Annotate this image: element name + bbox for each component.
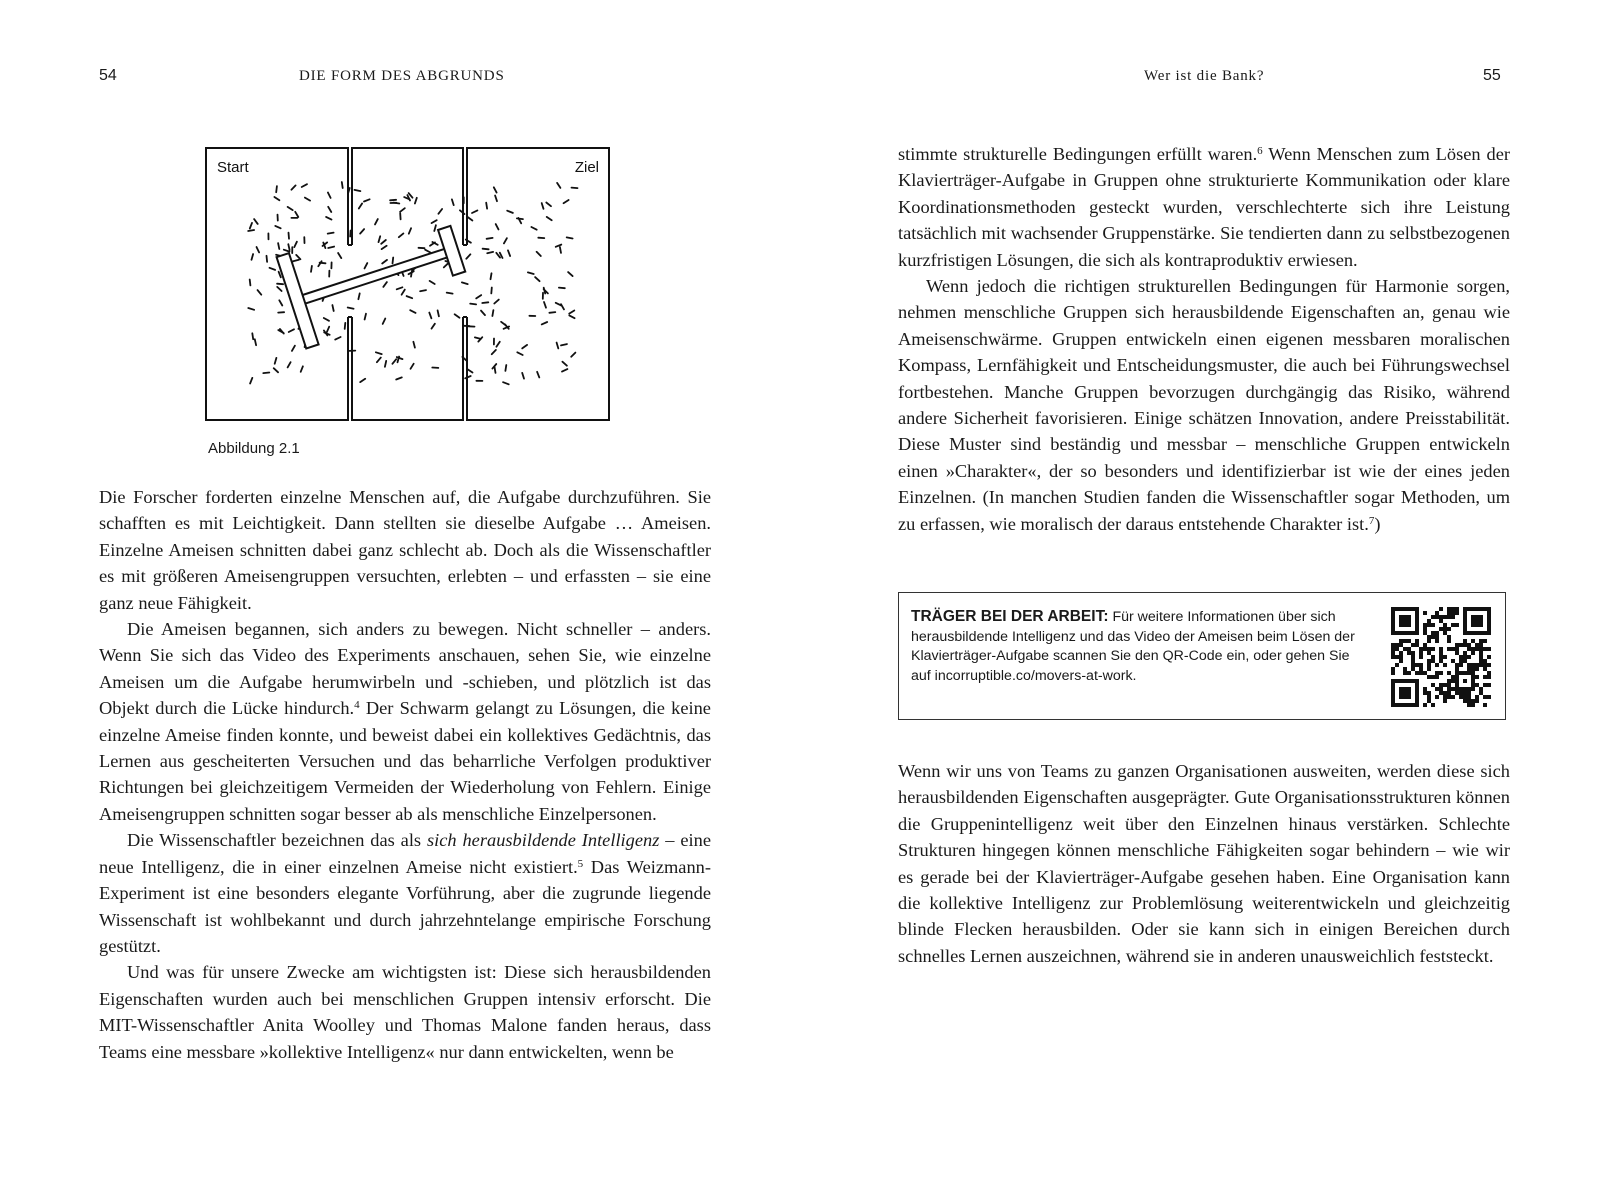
ant-mark [342,182,343,188]
ant-mark [494,187,497,192]
page-number-left: 54 [99,67,117,84]
ant-mark [288,207,293,210]
ant-mark [567,237,573,238]
ant-mark [360,229,364,234]
ant-mark [452,199,454,205]
ant-mark [507,211,513,213]
ant-mark [320,263,326,264]
ant-mark [365,263,368,268]
ant-mark [288,244,289,250]
ant-mark [305,198,310,201]
ant-mark [491,273,492,279]
ant-mark [430,281,435,284]
ant-mark [415,198,417,204]
ant-mark [411,364,414,369]
ant-mark [495,367,496,373]
ant-mark [277,287,281,291]
qr-code-graphic [1391,607,1491,707]
ant-mark [409,228,411,234]
ant-mark [504,238,507,243]
ant-mark [537,252,541,256]
ant-mark [328,207,331,212]
ant-mark [360,379,365,382]
maze-label-end: Ziel [574,159,599,176]
ant-mark [495,196,497,202]
ant-mark [279,272,281,278]
running-head-left: DIE FORM DES ABGRUNDS [299,68,505,84]
ant-mark [250,280,251,286]
ant-mark [411,271,412,277]
ant-mark [491,288,492,294]
ant-mark [410,310,415,313]
ant-mark [487,252,493,253]
ant-mark [254,219,258,224]
right-body-text-top [898,141,1510,537]
ant-mark [420,290,426,291]
ant-mark [568,272,573,276]
paragraph: Wenn wir uns von Teams zu ganzen Organisationen ausweiten, werden diese sich herausbildenden Eigenschaften ausgeprägter. Gute Organisationsstrukturen können die Gruppenintelligenz weit über den Einzelnen hinaus verstärken. Schlechte Strukturen hingegen können menschliche Fähigkeiten sogar behindern – wie wir es gerade bei der Klavierträger-Aufgabe gesehen haben. Eine Organisation kann die kollektive Intelligenz zur Problemlösung weiterentwickeln und gleichzeitig blinde Flecken herausbilden. Oder sie kann sich in einigen Bereichen durch schnelles Lernen auszeichnen, während sie in anderen unausweichlich feststeckt. [898,761,1510,966]
ant-mark [390,200,396,201]
ant-mark [376,352,382,354]
ant-mark [432,220,437,223]
ant-mark [328,247,334,248]
ant-mark [358,293,359,299]
ant-mark [364,199,370,201]
ant-mark [571,353,575,357]
ant-mark [326,217,331,220]
ant-mark [483,249,489,250]
ant-mark [468,217,473,221]
ant-mark [557,183,560,188]
ant-mark [486,203,487,209]
ant-mark [274,197,279,200]
running-head-right: Wer ist die Bank? [1144,68,1265,84]
footnote-ref: 4 [354,699,360,712]
ant-mark [547,217,552,220]
ant-mark [274,368,278,372]
figure-ant-maze [205,145,625,435]
paragraph: Die Forscher forderten einzelne Menschen auf, die Aufgabe durchzuführen. Sie schafften es mit Leichtigkeit. Dann stellten sie dieselbe Aufgabe … Ameisen. Einzelne Ameisen schnitten dabei ganz schlecht ab. Doch als die Wissenschaftler es mit größeren Ameisengruppen versuchten, erlebten – und erfassten – sie eine ganz neue Fähigkeit. [99,487,711,613]
ant-mark [537,372,539,378]
ant-mark [531,227,536,230]
ant-mark [544,302,546,308]
ant-mark [338,253,341,258]
ant-mark [278,243,279,249]
ant-mark [294,242,297,247]
ant-mark [508,250,510,256]
ant-mark [535,277,540,281]
ant-mark [472,210,477,213]
ant-mark [289,329,294,332]
ant-mark [348,308,354,309]
paragraph: Und was für unsere Zwecke am wichtigsten ist: Diese sich herausbildenden Eigenschaften wurden auch bei menschlichen Gruppen intensiv erforscht. Die MIT-Wissenschaftler Anita Woolley und Thomas Malone fanden heraus, dass Teams eine messbare »kollektive Intelligenz« nur dann entwickelten, wenn be [99,962,711,1062]
ant-mark [296,255,300,259]
ant-mark [392,359,396,364]
ant-mark [382,260,387,264]
ant-mark [429,313,431,319]
ant-mark [379,236,381,242]
ant-mark [275,358,277,364]
ant-mark [482,302,488,303]
ant-mark [402,290,405,295]
ant-mark [355,190,361,191]
ant-mark [569,315,574,318]
ant-mark [276,186,277,192]
ant-mark [413,342,415,348]
ant-mark [425,250,430,253]
emphasis-term: sich herausbildende Intelligenz [426,830,660,851]
ant-mark [517,352,522,355]
ant-mark [528,272,534,274]
maze-diagram [205,145,625,430]
ant-mark [248,308,254,310]
ant-mark [492,350,496,354]
ant-mark [248,230,254,231]
ant-mark [295,212,298,217]
ant-mark [252,333,253,339]
ant-mark [397,287,403,289]
right-body-text-bottom [898,758,1510,969]
page-number-right: 55 [1483,67,1501,84]
ant-mark [562,369,567,372]
ant-mark [292,346,295,351]
ant-mark [301,366,303,372]
callout-body: Für weitere Informationen über sich herausbildende Intelligenz und das Video der Ameisen beim Lösen der Klavierträger-Aufgabe scannen Sie den QR-Code ein, oder gehen Sie auf incorruptible.co/movers-at-work. [911,609,1355,684]
ant-mark [432,324,435,329]
ant-mark [561,344,567,345]
ant-mark [335,337,340,340]
ant-mark [291,185,295,189]
ant-mark [447,293,453,294]
ant-mark [257,247,260,252]
ant-mark [359,204,362,209]
ant-mark [279,300,282,305]
figure-caption: Abbildung 2.1 [208,440,300,457]
ant-mark [564,200,569,203]
ant-mark [572,188,578,189]
ant-mark [557,343,559,349]
ant-mark [267,256,268,262]
maze-chamber-end [467,148,609,420]
paragraph: stimmte strukturelle Bedingungen erfüllt waren.$^6$ Wenn Menschen zum Lösen der Klavierträger-Aufgabe in Gruppen ohne strukturierte Kommunikation oder klare Koordinationsmethoden gesteckt wurden, verschlechterte sich ihre Leistung tatsächlich mit wachsender Gruppenstärke. Sie tendierten dann zu selbstbezogenen kurzfristigen Lösungen, die sich als kontraproduktiv erwiesen. [898,144,1510,270]
ant-mark [293,260,299,262]
ant-mark [546,203,551,207]
ant-mark [345,323,346,329]
footnote-ref: 7 [1368,514,1375,527]
ant-mark [434,225,436,231]
ant-mark [481,311,485,316]
ant-mark [289,233,290,239]
ant-mark [377,358,381,363]
ant-mark [258,290,262,295]
ant-mark [468,369,473,372]
ant-mark [328,193,331,198]
ant-mark [494,300,499,304]
ant-mark [556,303,561,306]
ant-mark [385,361,386,367]
footnote-ref: 5 [577,857,584,870]
ant-mark [393,258,394,264]
paragraph: Die Wissenschaftler bezeichnen das als sich herausbildende Intelligenz – eine neue Intelligenz, die in einer einzelnen Ameise nicht existiert.$^5$ Das Weizmann-Experiment ist eine besonders elegante Vorführung, aber die zugrunde liegende Wissenschaft ist wohlbekannt und durch jahrzehntelange empirische Forschung gestützt. [99,830,711,956]
ant-mark [542,322,548,324]
ant-mark [569,311,574,314]
ant-mark [505,365,506,371]
ant-mark [470,304,476,305]
ant-mark [560,247,561,253]
ant-mark [400,208,405,212]
ant-mark [522,373,524,379]
ant-mark [263,373,269,374]
ant-mark [522,345,527,349]
maze-label-start: Start [217,159,249,176]
ant-mark [332,305,333,311]
ant-mark [559,288,565,289]
ant-mark [381,240,386,244]
ant-mark [275,226,280,228]
ant-mark [496,342,499,347]
callout-text [911,607,1371,686]
footnote-ref: 6 [1257,145,1263,157]
ant-mark [288,362,291,367]
ant-mark [444,263,448,267]
ant-mark [277,284,283,285]
ant-mark [311,266,312,272]
ant-mark [496,224,499,229]
ant-mark [328,233,334,234]
ant-mark [407,296,413,298]
ant-mark [284,250,290,252]
ant-mark [255,339,256,345]
qr-code-icon[interactable] [1391,607,1491,712]
ant-mark [250,223,252,229]
ant-mark [382,246,387,249]
ant-mark [476,295,481,298]
ant-mark [438,209,442,214]
ant-mark [270,268,276,270]
ant-mark [542,203,544,209]
ant-mark [365,314,366,320]
callout-box [898,592,1506,720]
callout-heading: TRÄGER BEI DER ARBEIT: [911,608,1109,625]
ant-mark [549,312,555,313]
ant-mark [383,282,387,287]
ant-mark [302,184,307,187]
paragraph: Die Ameisen begannen, sich anders zu bewegen. Nicht schneller – anders. Wenn Sie sich das Video des Experiments anschauen, sehen Sie, wie einzelne Ameisen um die Aufgabe herumwirbeln und -schieben, und plötzlich ist das Objekt durch die Lücke hindurch.$^4$ Der Schwarm gelangt zu Lösungen, die keine einzelne Ameise finden konnte, und beweist dabei ein kollektives Gedächtnis, das Lernen aus gescheiterten Versuchen und das beharrliche Verfolgen produktiver Richtungen bei gleichzeitigem Vermeiden der Wiederholung von Fehlern. Einige Ameisengruppen schnitten sogar besser ab als menschliche Einzelpersonen. [99,619,711,824]
ant-mark [492,310,493,316]
ant-mark [399,233,404,237]
ant-mark [324,318,329,321]
ant-mark [383,319,386,324]
ant-mark [250,378,252,384]
paragraph: Wenn jedoch die richtigen strukturellen Bedingungen für Harmonie sorgen, nehmen menschliche Gruppen sich herausbildende Eigenschaften an, genau wie Ameisenschwärme. Gruppen entwickeln einen eigenen messbaren moralischen Kompass, Lernfähigkeit und Entscheidungsmuster, die auch bei Führungswechsel fortbestehen. Manche Gruppen bevorzugen durchgängig das Risiko, während andere Sicherheit favorisieren. Einige schätzen Innovation, andere Preisstabilität. Diese Muster sind beständig und messbar – menschliche Gruppen entwickeln einen »Charakter«, der so besonders und identifizierbar ist wie der eines jeden Einzelnen. (In manchen Studien fanden die Wissenschaftler sogar Methoden, um zu erfassen, wie moralisch der daraus entstehende Charakter ist.$^7$) [898,276,1510,534]
left-body-text [99,484,711,1065]
ant-mark [327,327,329,333]
ant-mark [503,382,509,384]
ant-mark [252,254,254,260]
ant-mark [396,377,402,379]
ant-mark [487,238,493,239]
ant-mark [438,310,439,316]
ant-mark [375,219,378,224]
ant-mark [562,362,567,366]
